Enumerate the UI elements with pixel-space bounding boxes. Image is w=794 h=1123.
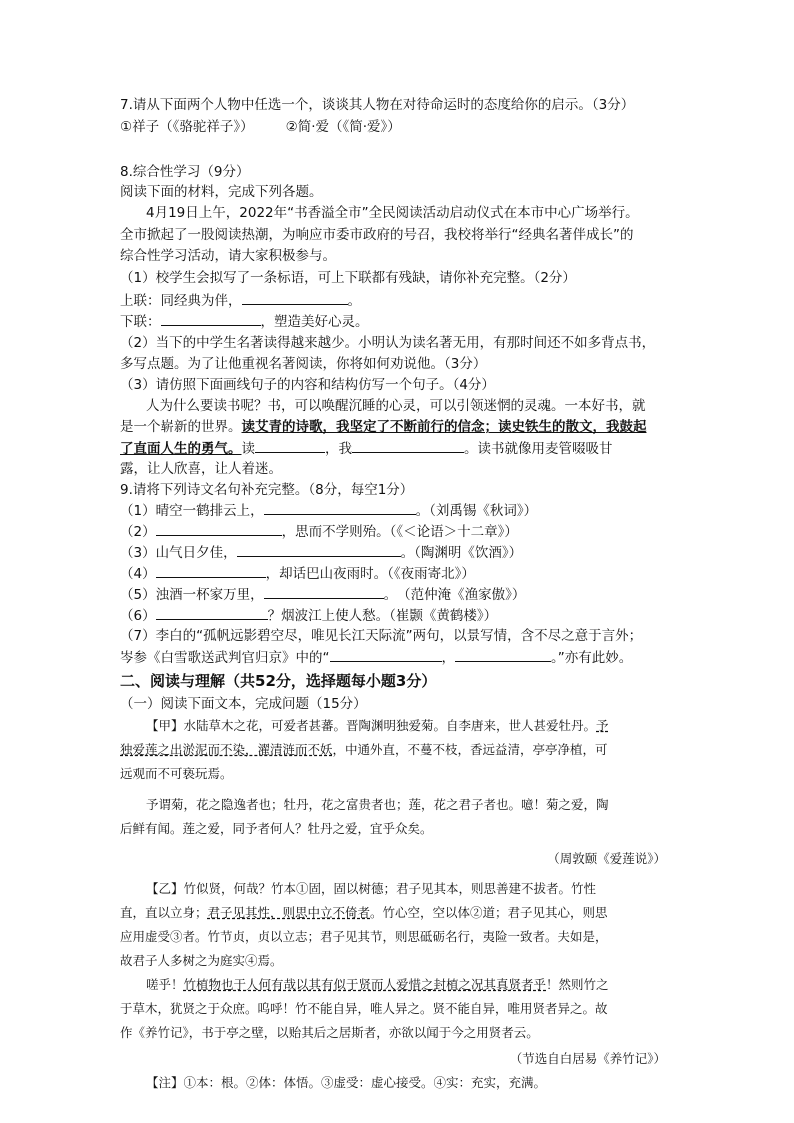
- q8-instruction: 阅读下面的材料，完成下列各题。: [120, 184, 323, 200]
- yi-text-line: 故君子人多树之为庭实④焉。: [120, 953, 283, 968]
- answer-blank[interactable]: [156, 605, 268, 620]
- q9-item: （7）李白的“孤帆远影碧空尽，唯见长江天际流”两句，以景写情，含不尽之意于言外；: [120, 628, 643, 644]
- q7-option-1: ①祥子（《骆驼祥子》）: [120, 119, 254, 135]
- q7-options: [120, 117, 401, 137]
- q7-question: 7.请从下面两个人物中任选一个，谈谈其人物在对待命运时的态度给你的启示。（3分）: [120, 97, 635, 113]
- answer-blank[interactable]: [161, 311, 261, 326]
- answer-blank[interactable]: [237, 542, 401, 557]
- jia-text-line: 远观而不可亵玩焉。: [120, 766, 233, 781]
- q9-item: （2） ，思而不学则殆。（《＜论语＞十二章》）: [120, 521, 518, 542]
- q8-lower-couplet: 下联： ，塑造美好心灵。: [120, 311, 369, 332]
- yi-text-line: 【乙】竹似贤，何哉？竹本①固，固以树德；君子见其本，则思善建不拔者。竹性: [146, 881, 597, 896]
- answer-blank[interactable]: [330, 647, 442, 662]
- q8-title: 8.综合性学习（9分）: [120, 164, 250, 180]
- q8-subquestion-2: 多写点题。为了让他重视名著阅读，你将如何劝说他。（3分）: [120, 356, 487, 372]
- q9-item: （1）晴空一鹤排云上， 。（刘禹锡《秋词》）: [120, 500, 537, 521]
- answer-blank[interactable]: [455, 647, 551, 662]
- jia-source: （周敦颐《爱莲说》）: [547, 851, 666, 866]
- yi-source: （节选自白居易《养竹记》）: [509, 1051, 666, 1066]
- q8-passage-line: 是一个崭新的世界。读艾青的诗歌，我坚定了不断前行的信念；读史铁生的散文，我鼓起: [120, 419, 647, 435]
- q8-material-line: 全市掀起了一股阅读热潮，为响应市委市政府的号召，我校将举行“经典名著伴成长”的: [120, 227, 634, 243]
- q9-item: （3）山气日夕佳， 。（陶渊明《饮酒》）: [120, 542, 522, 563]
- underlined-sentence: 独爱莲之出淤泥而不染，濯清涟而不妖: [120, 742, 333, 757]
- yi-notes: 【注】①本：根。②体：体悟。③虚受：虚心接受。④实：充实，充满。: [146, 1075, 547, 1090]
- q7-option-2: ②简·爱（《简·爱》）: [285, 119, 401, 135]
- jia-text-line: 后鲜有闻。莲之爱，同予者何人？牡丹之爱，宜乎众矣。: [120, 821, 433, 836]
- q8-upper-couplet: 上联：同经典为伴， 。: [120, 290, 361, 311]
- q8-subquestion-3: （3）请仿照下面画线句子的内容和结构仿写一个句子。（4分）: [120, 377, 495, 393]
- jia-text-line: 予谓菊，花之隐逸者也；牡丹，花之富贵者也；莲，花之君子者也。噫！菊之爱，陶: [146, 797, 609, 812]
- answer-blank[interactable]: [264, 584, 384, 599]
- q8-passage-line: 露，让人欣喜，让人着迷。: [120, 461, 282, 477]
- yi-text-line: 直，直以立身；君子见其性，则思中立不倚者。竹心空，空以体②道；君子见其心，则思: [120, 905, 608, 920]
- yi-text-line: 应用虚受③者。竹节贞，贞以立志；君子见其节，则思砥砺名行，夷险一致者。夫如是，: [120, 929, 608, 944]
- jia-text-line: 【甲】水陆草木之花，可爱者甚蕃。晋陶渊明独爱菊。自李唐来，世人甚爱牡丹。予: [146, 718, 609, 733]
- answer-blank[interactable]: [255, 438, 325, 453]
- q9-item: （5）浊酒一杯家万里， 。 （范仲淹《渔家傲》）: [120, 584, 525, 605]
- q8-passage-line: 了直面人生的勇气。读 ，我 。读书就像用麦管啜吸甘: [120, 438, 613, 459]
- yi-text-line: 于草木，犹贤之于众庶。呜呼！竹不能自异，唯人异之。贤不能自异，唯用贤者异之。故: [120, 1001, 608, 1016]
- q8-material-line: 综合性学习活动，请大家积极参与。: [120, 248, 336, 264]
- part-heading: （一）阅读下面文本，完成问题（15分）: [120, 696, 367, 712]
- jia-text-line: 独爱莲之出淤泥而不染，濯清涟而不妖，中通外直，不蔓不枝，香远益清，亭亭净植，可: [120, 742, 608, 757]
- section-heading: 二、阅读与理解（共52分，选择题每小题3分）: [120, 672, 437, 690]
- underlined-model-sentence: 读艾青的诗歌，我坚定了不断前行的信念；读史铁生的散文，我鼓起: [241, 419, 647, 435]
- q9-title: 9.请将下列诗文名句补充完整。（8分，每空1分）: [120, 482, 414, 498]
- q9-item: （6） ？烟波江上使人愁。（崔颢《黄鹤楼》）: [120, 605, 497, 626]
- underlined-sentence: 君子见其性，则思中立不倚者: [207, 905, 371, 920]
- underlined-sentence: 竹植物也于人何有哉以其有似于贤而人爱惜之封植之况其真贤者乎: [183, 977, 547, 992]
- underlined-model-sentence: 了直面人生的勇气。: [120, 441, 242, 457]
- q9-item: 岑参《白雪歌送武判官归京》中的“ ， 。”亦有此妙。: [120, 647, 632, 668]
- answer-blank[interactable]: [264, 500, 416, 515]
- yi-text-line: 嗟乎！竹植物也于人何有哉以其有似于贤而人爱惜之封植之况其真贤者乎！然则竹之: [146, 977, 609, 992]
- answer-blank[interactable]: [156, 521, 282, 536]
- q8-subquestion-1: （1）校学生会拟写了一条标语，可上下联都有残缺，请你补充完整。（2分）: [120, 270, 576, 286]
- answer-blank[interactable]: [352, 438, 464, 453]
- q9-item: （4） ，却话巴山夜雨时。（《夜雨寄北》）: [120, 563, 475, 584]
- yi-text-line: 作《养竹记》，书于亭之壁，以贻其后之居斯者，亦欲以闻于今之用贤者云。: [120, 1025, 539, 1040]
- answer-blank[interactable]: [156, 563, 266, 578]
- q8-passage-line: 人为什么要读书呢？书，可以唤醒沉睡的心灵，可以引领迷惘的灵魂。一本好书，就: [146, 398, 646, 414]
- q8-subquestion-2: （2）当下的中学生名著读得越来越少。小明认为读名著无用，有那时间还不如多背点书，: [120, 335, 656, 351]
- q8-material-line: 4月19日上午，2022年“书香溢全市”全民阅读活动启动仪式在本市中心广场举行。: [146, 205, 639, 221]
- answer-blank[interactable]: [242, 290, 348, 305]
